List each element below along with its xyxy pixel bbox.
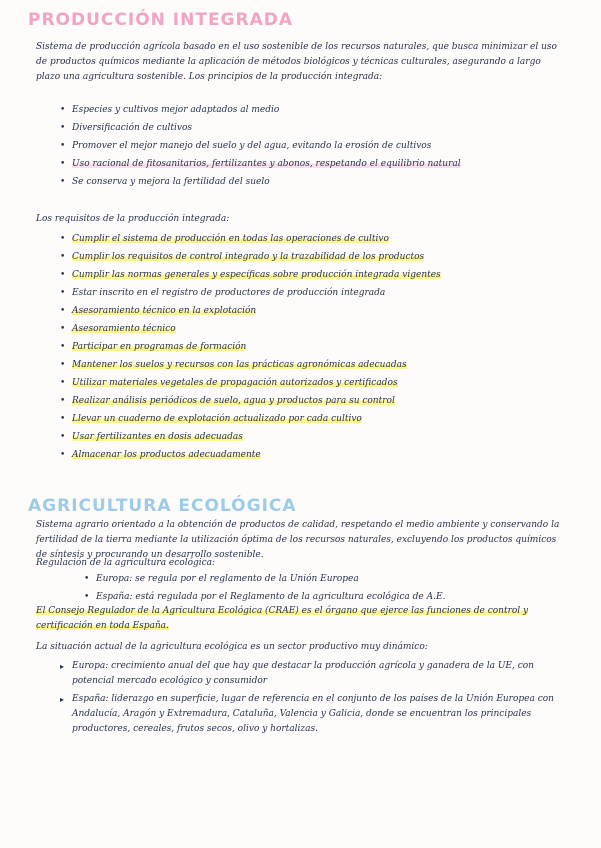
list-item: • Europa: se regula por el reglamento de la Unión Europea <box>84 572 564 587</box>
list-item: • Llevar un cuaderno de explotación actualizado por cada cultivo <box>60 412 572 427</box>
list-item: ▸ Europa: crecimiento anual del que hay que destacar la producción agrícola y ganadera de la UE, con potencial mercado ecológico y consumidor <box>60 659 565 689</box>
current-list <box>60 659 565 740</box>
list-item: • Uso racional de fitosanitarios, fertilizantes y abonos, respetando el equilibrio natural <box>60 157 565 172</box>
eco-intro-paragraph: Sistema agrario orientado a la obtención de productos de calidad, respetando el medio ambiente y conservando la fertilidad de la tierra mediante la utilización óptima de los recursos naturales, excluyendo los productos químicos de síntesis y procurando un desarrollo sostenible. <box>36 520 560 560</box>
regulation-heading: Regulación de la agricultura ecológica: <box>36 558 216 568</box>
list-item: • Asesoramiento técnico <box>60 322 572 337</box>
intro-paragraph: Sistema de producción agrícola basado en el uso sostenible de los recursos naturales, que busca minimizar el uso de productos químicos mediante la aplicación de métodos biológicos y técnicas culturales, asegurando a largo plazo una agricultura sostenible. Los principios de la producción integrada: <box>36 42 557 82</box>
list-item: • Realizar análisis periódicos de suelo, agua y productos para su control <box>60 394 572 409</box>
list-item: • Diversificación de cultivos <box>60 121 565 136</box>
regulation-list <box>84 572 564 608</box>
list-item: • Usar fertilizantes en dosis adecuadas <box>60 430 572 445</box>
list-item: • Utilizar materiales vegetales de propagación autorizados y certificados <box>60 376 572 391</box>
list-item: • Cumplir las normas generales y específicas sobre producción integrada vigentes <box>60 268 572 283</box>
requisites-heading: Los requisitos de la producción integrada: <box>36 214 230 224</box>
list-item: • Asesoramiento técnico en la explotación <box>60 304 572 319</box>
principles-list <box>60 103 565 193</box>
list-item: • España: está regulada por el Reglamento de la agricultura ecológica de A.E. <box>84 590 564 605</box>
list-item: • Promover el mejor manejo del suelo y del agua, evitando la erosión de cultivos <box>60 139 565 154</box>
list-item: • Participar en programas de formación <box>60 340 572 355</box>
list-item: ▸ España: liderazgo en superficie, lugar de referencia en el conjunto de los países de la Unión Europea con Andalucía, Aragón y Extremadura, Cataluña, Valencia y Galicia, donde se encuentran los principales productores, cereales, frutos secos, olivo y hortalizas. <box>60 692 565 737</box>
list-item: • Especies y cultivos mejor adaptados al medio <box>60 103 565 118</box>
list-item: • Cumplir el sistema de producción en todas las operaciones de cultivo <box>60 232 572 247</box>
requisites-list <box>60 232 572 466</box>
list-item: • Almacenar los productos adecuadamente <box>60 448 572 463</box>
list-item: • Estar inscrito en el registro de productores de producción integrada <box>60 286 572 301</box>
section-title-integrated: PRODUCCIÓN INTEGRADA <box>28 10 294 30</box>
list-item: • Cumplir los requisitos de control integrado y la trazabilidad de los productos <box>60 250 572 265</box>
section-title-ecological: AGRICULTURA ECOLÓGICA <box>28 496 297 516</box>
list-item: • Se conserva y mejora la fertilidad del suelo <box>60 175 565 190</box>
current-heading: La situación actual de la agricultura ecológica es un sector productivo muy dinámico: <box>36 642 428 652</box>
council-paragraph: El Consejo Regulador de la Agricultura Ecológica (CRAE) es el órgano que ejerce las funciones de control y certificación en toda España. <box>36 606 529 631</box>
list-item: • Mantener los suelos y recursos con las prácticas agronómicas adecuadas <box>60 358 572 373</box>
